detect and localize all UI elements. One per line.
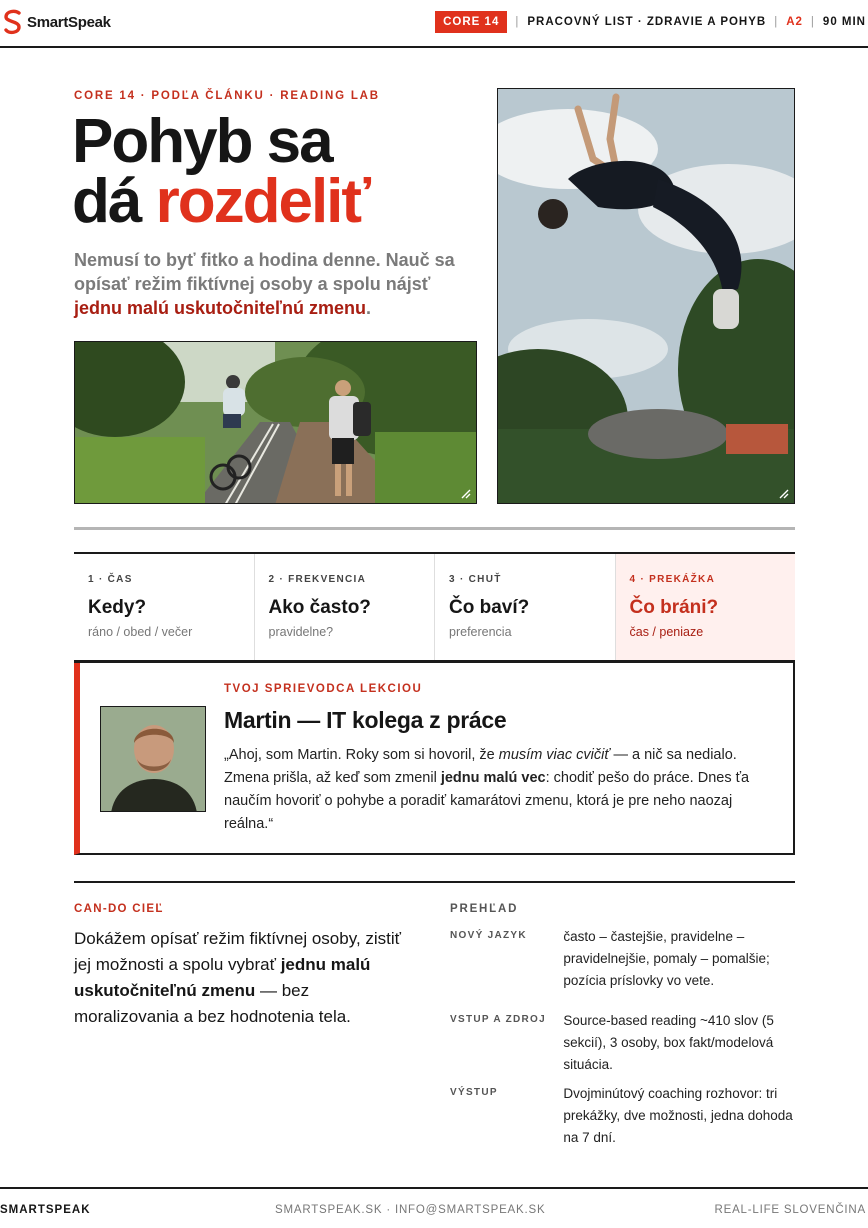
guide-card: [74, 663, 795, 855]
step-hint: čas / peniaze: [629, 625, 704, 639]
cando-strong: jednu malú uskutočniteľnú zmenu: [74, 955, 371, 1000]
step-question: Ako často?: [268, 597, 371, 618]
guide-portrait: [101, 707, 206, 812]
step-frequency[interactable]: [255, 554, 436, 660]
worksheet-label: PRACOVNÝ LIST · ZDRAVIE A POHYB: [527, 16, 767, 28]
overview-row-input: [450, 1010, 795, 1076]
overview-label: PREHĽAD: [450, 903, 519, 915]
separator: |: [774, 16, 779, 28]
step-preference[interactable]: [435, 554, 616, 660]
cando-text-part: Dokážem opísať režim fiktívnej osoby, zistiť jej možnosti a spolu vybrať: [74, 929, 402, 974]
hero-lede: [74, 248, 474, 320]
top-bar: [0, 0, 868, 48]
guide-kicker: TVOJ SPRIEVODCA LEKCIOU: [224, 683, 423, 695]
duration-label: 90 MIN: [822, 16, 866, 28]
avatar: [100, 706, 206, 812]
step-number: 3 · CHUŤ: [449, 574, 502, 585]
photo-park-path[interactable]: [74, 341, 477, 504]
title-line-1: Pohyb sa: [72, 107, 332, 176]
expand-icon[interactable]: [778, 487, 790, 499]
smartspeak-logo-icon: [2, 9, 24, 35]
lede-end: .: [365, 298, 371, 318]
step-number: 1 · ČAS: [88, 574, 133, 585]
footer: [0, 1187, 868, 1228]
lede-highlight: jednu malú uskutočniteľnú zmenu: [74, 298, 366, 318]
overview-key: VSTUP A ZDROJ: [450, 1014, 546, 1025]
cando-label: CAN-DO CIEĽ: [74, 903, 164, 915]
step-time[interactable]: [74, 554, 255, 660]
quote-emphasis: musím viac cvičiť: [498, 747, 610, 763]
separator: |: [810, 16, 815, 28]
overview-value: často – častejšie, pravidelne – pravidelnejšie, pomaly – pomalšie; pozícia príslovky vo vete.: [563, 929, 770, 988]
section-divider: [74, 527, 795, 530]
overview-key: VÝSTUP: [450, 1087, 498, 1098]
separator: |: [515, 16, 520, 28]
quote-text: „Ahoj, som Martin. Roky som si hovoril, že: [224, 747, 499, 763]
backflip-illustration: [498, 89, 795, 504]
cando-text-part: — bez moralizovania a bez hodnotenia tela.: [74, 981, 351, 1026]
footer-contact[interactable]: SMARTSPEAK.SK · INFO@SMARTSPEAK.SK: [275, 1204, 546, 1216]
section-divider: [74, 881, 795, 883]
guide-name: Martin — IT kolega z práce: [224, 707, 507, 733]
brand-name: SmartSpeak: [27, 13, 111, 31]
core-badge: CORE 14: [435, 11, 507, 33]
park-path-illustration: [75, 342, 477, 504]
cando-text: [74, 926, 414, 1030]
step-hint: ráno / obed / večer: [88, 625, 193, 639]
title-accent-word: rozdeliť: [155, 167, 370, 236]
step-question: Čo bráni?: [629, 597, 719, 618]
step-obstacle[interactable]: [616, 554, 796, 660]
expand-icon[interactable]: [460, 487, 472, 499]
overview-key: NOVÝ JAZYK: [450, 930, 527, 941]
overview-value: Source-based reading ~410 slov (5 sekcií), 3 osoby, box fakt/modelová situácia.: [563, 1013, 774, 1072]
guide-quote: [224, 744, 784, 836]
step-strip: [74, 552, 795, 663]
step-number: 2 · FREKVENCIA: [268, 574, 367, 585]
quote-text: : chodiť pešo do práce. Dnes ťa naučím hovoriť o pohybe a poradiť kamarátovi zmenu, ktorá je pre neho naozaj reálna.“: [224, 770, 750, 832]
photo-backflip[interactable]: [497, 88, 795, 504]
hero-kicker: CORE 14 · PODĽA ČLÁNKU · READING LAB: [74, 90, 380, 102]
footer-brand: SMARTSPEAK: [0, 1204, 91, 1216]
quote-text: — a nič sa nedialo. Zmena prišla, až keď som zmenil: [224, 747, 737, 786]
step-hint: pravidelne?: [268, 625, 334, 639]
step-question: Čo baví?: [449, 597, 530, 618]
lede-text: Nemusí to byť fitko a hodina denne. Nauč sa opísať režim fiktívnej osoby a spolu nájsť: [74, 250, 455, 294]
step-hint: preferencia: [449, 625, 512, 639]
overview-row-output: [450, 1083, 795, 1149]
overview-value: Dvojminútový coaching rozhovor: tri prekážky, dve možnosti, jedna dohoda na 7 dní.: [563, 1086, 793, 1145]
brand-logo[interactable]: [2, 9, 111, 35]
quote-strong: jednu malú vec: [440, 770, 546, 786]
footer-tagline: REAL-LIFE SLOVENČINA: [714, 1204, 866, 1216]
step-number: 4 · PREKÁŽKA: [629, 574, 716, 585]
page-title: [72, 107, 492, 236]
overview-row-language: [450, 926, 795, 992]
title-line-2: dá: [72, 167, 156, 236]
header-meta: [435, 11, 866, 33]
step-question: Kedy?: [88, 597, 147, 618]
level-badge: A2: [786, 16, 803, 28]
